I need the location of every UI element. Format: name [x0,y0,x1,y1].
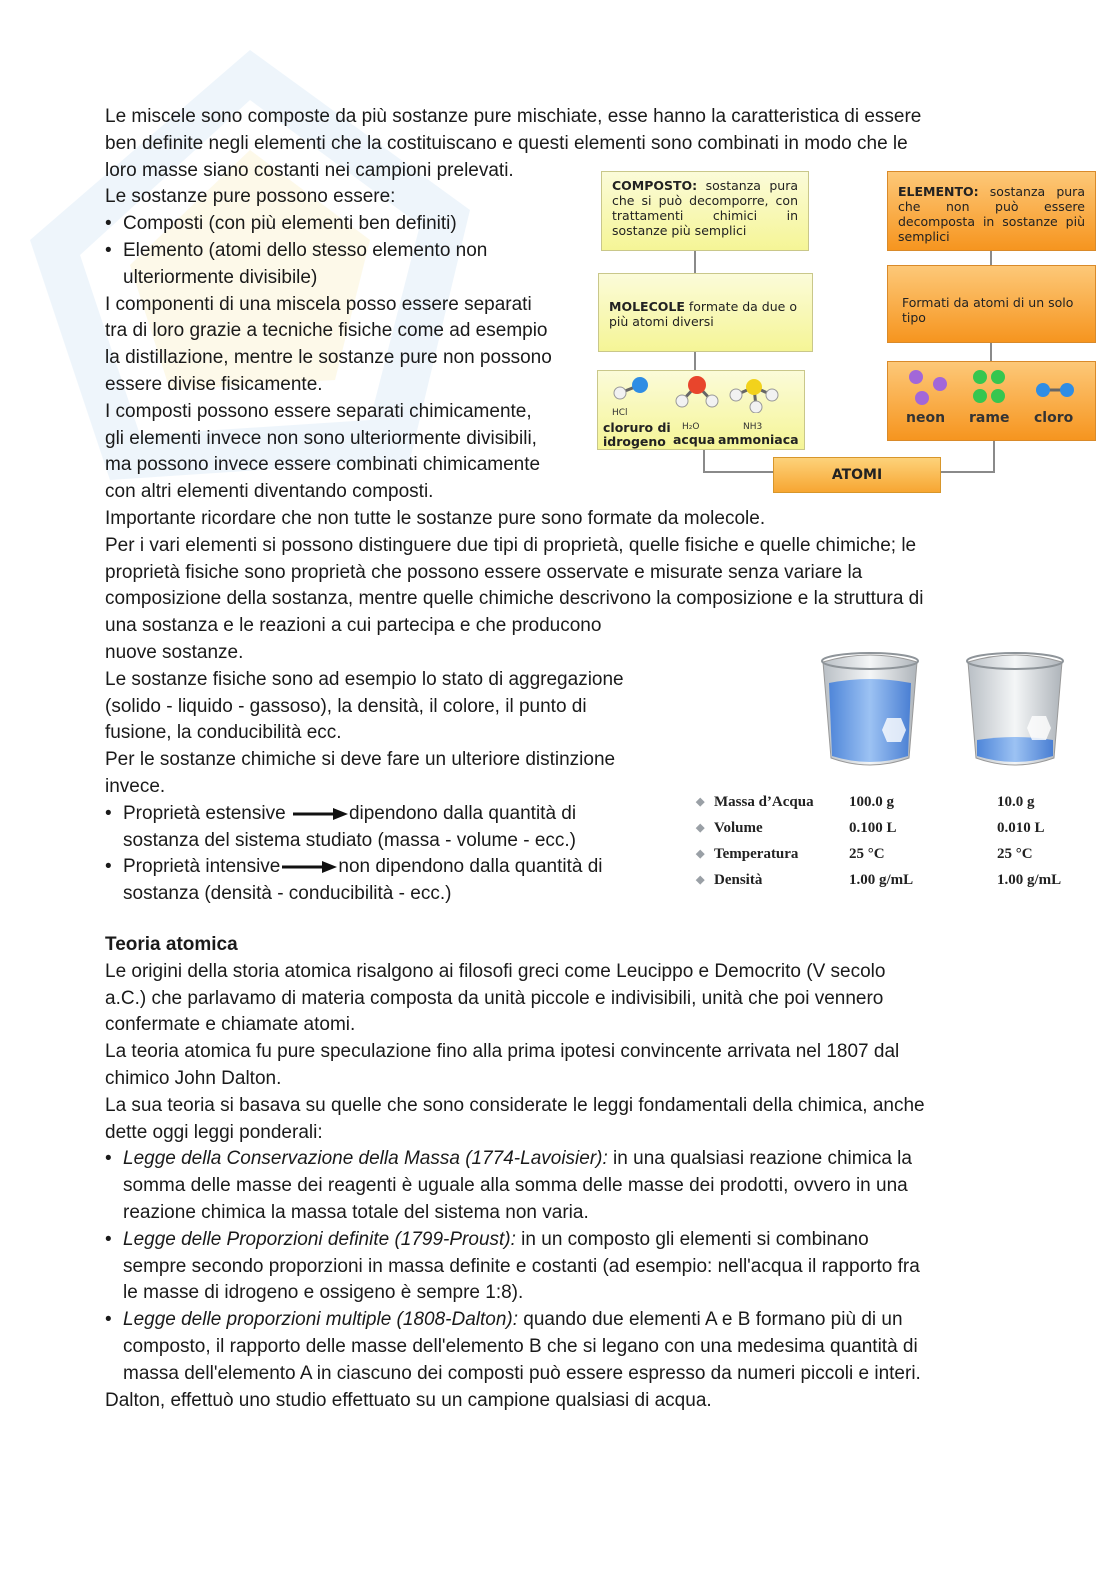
list-item-continuation: reazione chimica la massa totale del sistema non varia. [123,1201,589,1223]
law-title: Legge delle proporzioni multiple (1808-Dalton): [123,1309,519,1331]
nh3-formula: NH3 [743,422,763,432]
text-line: invece. [105,775,166,797]
elementi-examples-box [887,361,1096,441]
diamond-icon: ◆ [696,874,705,886]
text-line: Le miscele sono composte da più sostanze pure mischiate, esse hanno la caratteristica di essere [105,106,922,127]
row-label: Temperatura [714,846,799,862]
text-line: (solido - liquido - gassoso), la densità, il colore, il punto di [105,695,587,717]
text-line: I composti possono essere separati chimicamente, [105,400,532,422]
text-line: chimico John Dalton. [105,1067,282,1089]
connector-line [990,251,992,265]
text-line: proprietà fisiche sono proprietà che possono essere osservate e misurate senza variare la [105,561,863,583]
row-value-b: 10.0 g [997,794,1035,810]
text-line: Per le sostanze chimiche si deve fare un ulteriore distinzione [105,749,616,771]
composto-text: sostanza pura che si può decomporre, con trattamenti chimici in sostanze più semplici [612,178,798,238]
molecole-title: MOLECOLE [609,299,685,314]
arrow-right-icon [280,860,338,874]
connector-line [990,343,992,361]
list-item-continuation: massa dell'elemento A in ciascuno dei composti può essere espresso da numeri piccoli e interi. [123,1362,921,1384]
list-item-continuation: sostanza (densità - conducibilità - ecc.) [123,883,452,905]
intensive-label: Proprietà intensive [123,856,281,878]
text-line: a.C.) che parlavamo di materia composta da unità piccole e indivisibili, unità che poi vennero [105,987,884,1009]
row-label: Densità [714,872,763,888]
list-item: • Composti (con più elementi ben definiti) [105,211,923,238]
beaker-low-icon [960,648,1070,773]
list-item-continuation: sempre secondo proporzioni in massa definite e costanti (ad esempio: nell'acqua il rapporto fra [123,1255,920,1277]
text-line: ma possono invece essere combinati chimicamente [105,454,541,476]
row-label: Volume [714,820,763,836]
composto-box [601,171,809,251]
text-line: composizione della sostanza, mentre quelle chimiche descrivono la composizione e la struttura di [105,588,924,610]
list-item-continuation: sostanza del sistema studiato (massa - volume - ecc.) [123,829,577,851]
row-value-a: 100.0 g [849,794,894,810]
text-line: Le sostanze pure possono essere: [105,186,396,208]
law-text: quando due elementi A e B formano più di un [518,1309,903,1331]
text-line: Importante ricordare che non tutte le sostanze pure sono formate da molecole. [105,507,766,529]
h2o-formula: H₂O [682,422,700,432]
row-label: Massa d’Acqua [714,794,814,810]
text-line: gli elementi invece non sono ulteriormente divisibili, [105,427,537,449]
cloro-atoms-icon [1032,380,1078,400]
row-value-a: 0.100 L [849,820,897,836]
formati-box [887,265,1096,343]
list-item-continuation: ulteriormente divisibile) [123,266,318,288]
text-line: confermate e chiamate atomi. [105,1014,356,1036]
list-item: • Elemento (atomi dello stesso elemento non [105,238,923,265]
text-line: essere divise fisicamente. [105,373,323,395]
law-title: Legge della Conservazione della Massa (1774-Lavoisier): [123,1148,608,1170]
elemento-title: ELEMENTO: [898,184,979,199]
law-text: in una qualsiasi reazione chimica la [607,1148,912,1170]
neon-atoms-icon [906,369,952,405]
molecole-box [598,273,813,352]
section-heading: Teoria atomica [105,934,238,955]
connector-line [703,471,775,473]
text-line: ben definite negli elementi che la costituiscano e questi elementi sono combinati in modo che le [105,132,908,154]
text-line: loro masse siano costanti nei campioni prelevati. [105,159,514,181]
extensive-label: Proprietà estensive [123,802,286,824]
acqua-label: acqua [673,432,716,447]
text-line: La sua teoria si basava su quelle che sono considerate le leggi fondamentali della chimica, anche [105,1094,925,1116]
law-title: Legge delle Proporzioni definite (1799-Proust): [123,1228,516,1250]
text-line: tra di loro grazie a tecniche fisiche come ad esempio [105,320,548,342]
extensive-desc: dipendono dalla quantità di [348,802,577,824]
text-line: La teoria atomica fu pure speculazione fino alla prima ipotesi convincente arrivata nel 1807 dal [105,1041,900,1063]
list-item-continuation: composto, il rapporto delle masse dell'elemento B che si legano con una medesima quantità di [123,1335,918,1357]
ammoniaca-label: ammoniaca [718,432,799,447]
text-line: I componenti di una miscela posso essere separati [105,293,532,315]
text-line: Le origini della storia atomica risalgono ai filosofi greci come Leucippo e Democrito (V secolo [105,960,886,982]
row-value-a: 25 °C [849,846,885,862]
intensive-desc: non dipendono dalla quantità di [338,856,603,878]
law-item [105,1146,925,1173]
molecole-text: formate da due o più atomi diversi [609,299,797,329]
h2o-molecule-icon [672,373,722,409]
law-item [105,1307,925,1334]
connector-line [694,352,696,370]
diamond-icon: ◆ [696,796,705,808]
text-line: Dalton, effettuò uno studio effettuato su un campione qualsiasi di acqua. [105,1389,712,1411]
arrow-right-icon [291,807,349,821]
row-value-a: 1.00 g/mL [849,872,914,888]
connector-line [703,450,705,472]
row-value-b: 25 °C [997,846,1033,862]
elemento-text: sostanza pura che non può essere decomposta in sostanze più semplici [898,184,1085,244]
text-line: fusione, la conducibilità ecc. [105,722,342,744]
nh3-molecule-icon [726,373,782,413]
text-line: nuove sostanze. [105,641,244,663]
text-line: la distillazione, mentre le sostanze pure non possono [105,347,552,369]
cloro-label: cloro [1034,410,1074,426]
hcl-formula: HCl [612,408,628,418]
hcl-molecule-icon [610,373,650,403]
row-value-b: 1.00 g/mL [997,872,1062,888]
molecole-examples-box [597,370,805,450]
text-line: Le sostanze fisiche sono ad esempio lo stato di aggregazione [105,668,624,690]
connector-line [993,441,995,472]
atomi-box: ATOMI [773,457,941,493]
diamond-icon: ◆ [696,822,705,834]
atomic-theory-section [105,932,925,1414]
law-text: in un composto gli elementi si combinano [515,1228,869,1250]
elemento-box [887,171,1096,251]
connector-line [694,251,696,273]
diamond-icon: ◆ [696,848,705,860]
law-item [105,1227,925,1254]
cloruro-label: cloruro di [603,420,671,435]
neon-label: neon [906,410,946,426]
idrogeno-label: idrogeno [603,434,666,449]
composto-title: COMPOSTO: [612,178,698,193]
text-line: una sostanza e le reazioni a cui partecipa e che producono [105,615,602,637]
text-line: dette oggi leggi ponderali: [105,1121,323,1143]
list-item-continuation: le masse di idrogeno e ossigeno è sempre 1:8). [123,1282,524,1304]
rame-label: rame [969,410,1010,426]
list-item-continuation: somma delle masse dei reagenti è uguale alla somma delle masse dei prodotti, ovvero in una [123,1175,908,1197]
text-line: Per i vari elementi si possono distinguere due tipi di proprietà, quelle fisiche e quelle chimiche; le [105,534,917,556]
connector-line [940,471,995,473]
rame-atoms-icon [970,369,1010,405]
text-line: con altri elementi diventando composti. [105,481,434,503]
formati-text: Formati da atomi di un solo tipo [902,295,1074,325]
beaker-full-icon [815,648,925,773]
properties-table [696,794,1086,904]
row-value-b: 0.010 L [997,820,1045,836]
